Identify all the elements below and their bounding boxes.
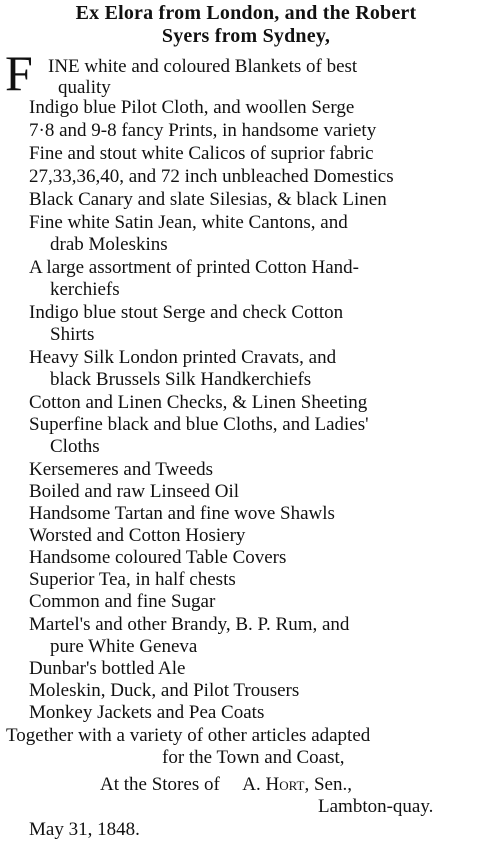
stores-prefix: At the Stores of	[100, 774, 220, 795]
list-item: Indigo blue stout Serge and check Cotton	[29, 302, 344, 323]
ad-heading-line-2: Syers from Sydney,	[161, 25, 331, 47]
list-item: Kersemeres and Tweeds	[29, 459, 214, 480]
list-item: Boiled and raw Linseed Oil	[29, 481, 240, 502]
list-item: Monkey Jackets and Pea Coats	[29, 702, 265, 723]
list-item: 27,33,36,40, and 72 inch unbleached Domestics	[29, 166, 394, 187]
list-item-continuation: black Brussels Silk Handkerchiefs	[50, 369, 312, 390]
list-item: Handsome coloured Table Covers	[29, 547, 287, 568]
list-item-continuation: pure White Geneva	[50, 636, 198, 657]
list-item-continuation: Shirts	[50, 324, 95, 345]
closing-line-2: for the Town and Coast,	[162, 747, 345, 768]
ad-date: May 31, 1848.	[29, 819, 140, 840]
list-item-continuation: drab Moleskins	[50, 234, 168, 255]
list-item: Fine and stout white Calicos of suprior fabric	[29, 143, 374, 164]
merchant-name: Hort	[265, 774, 305, 795]
merchant-line	[100, 774, 352, 796]
merchant-suffix: , Sen.,	[304, 774, 352, 795]
list-item: Cotton and Linen Checks, & Linen Sheeting	[29, 392, 368, 413]
list-item: Moleskin, Duck, and Pilot Trousers	[29, 680, 300, 701]
list-item: Heavy Silk London printed Cravats, and	[29, 347, 337, 368]
list-item: Superior Tea, in half chests	[29, 569, 236, 590]
list-item: Dunbar's bottled Ale	[29, 658, 186, 679]
list-item: Worsted and Cotton Hosiery	[29, 525, 246, 546]
list-item: Indigo blue Pilot Cloth, and woollen Serge	[29, 97, 355, 118]
list-item: Superfine black and blue Cloths, and Ladies'	[29, 414, 369, 435]
merchant-location: Lambton-quay.	[318, 796, 434, 817]
list-item: Common and fine Sugar	[29, 591, 216, 612]
ad-heading-line-1: Ex Elora from London, and the Robert	[75, 2, 417, 24]
list-item: Martel's and other Brandy, B. P. Rum, and	[29, 614, 350, 635]
list-item: Handsome Tartan and fine wove Shawls	[29, 503, 335, 524]
list-item: Black Canary and slate Silesias, & black Linen	[29, 189, 387, 210]
intro-second-line: quality	[58, 77, 111, 98]
merchant-initial: A.	[242, 774, 261, 795]
list-item-continuation: Cloths	[50, 436, 100, 457]
list-item: A large assortment of printed Cotton Hand-	[29, 257, 359, 278]
list-item: Fine white Satin Jean, white Cantons, and	[29, 212, 348, 233]
intro-first-line: INE white and coloured Blankets of best	[48, 56, 358, 77]
list-item: 7·8 and 9-8 fancy Prints, in handsome variety	[29, 120, 377, 141]
closing-line-1: Together with a variety of other articles adapted	[6, 725, 371, 746]
list-item-continuation: kerchiefs	[50, 279, 120, 300]
drop-cap-initial: F	[5, 45, 33, 101]
